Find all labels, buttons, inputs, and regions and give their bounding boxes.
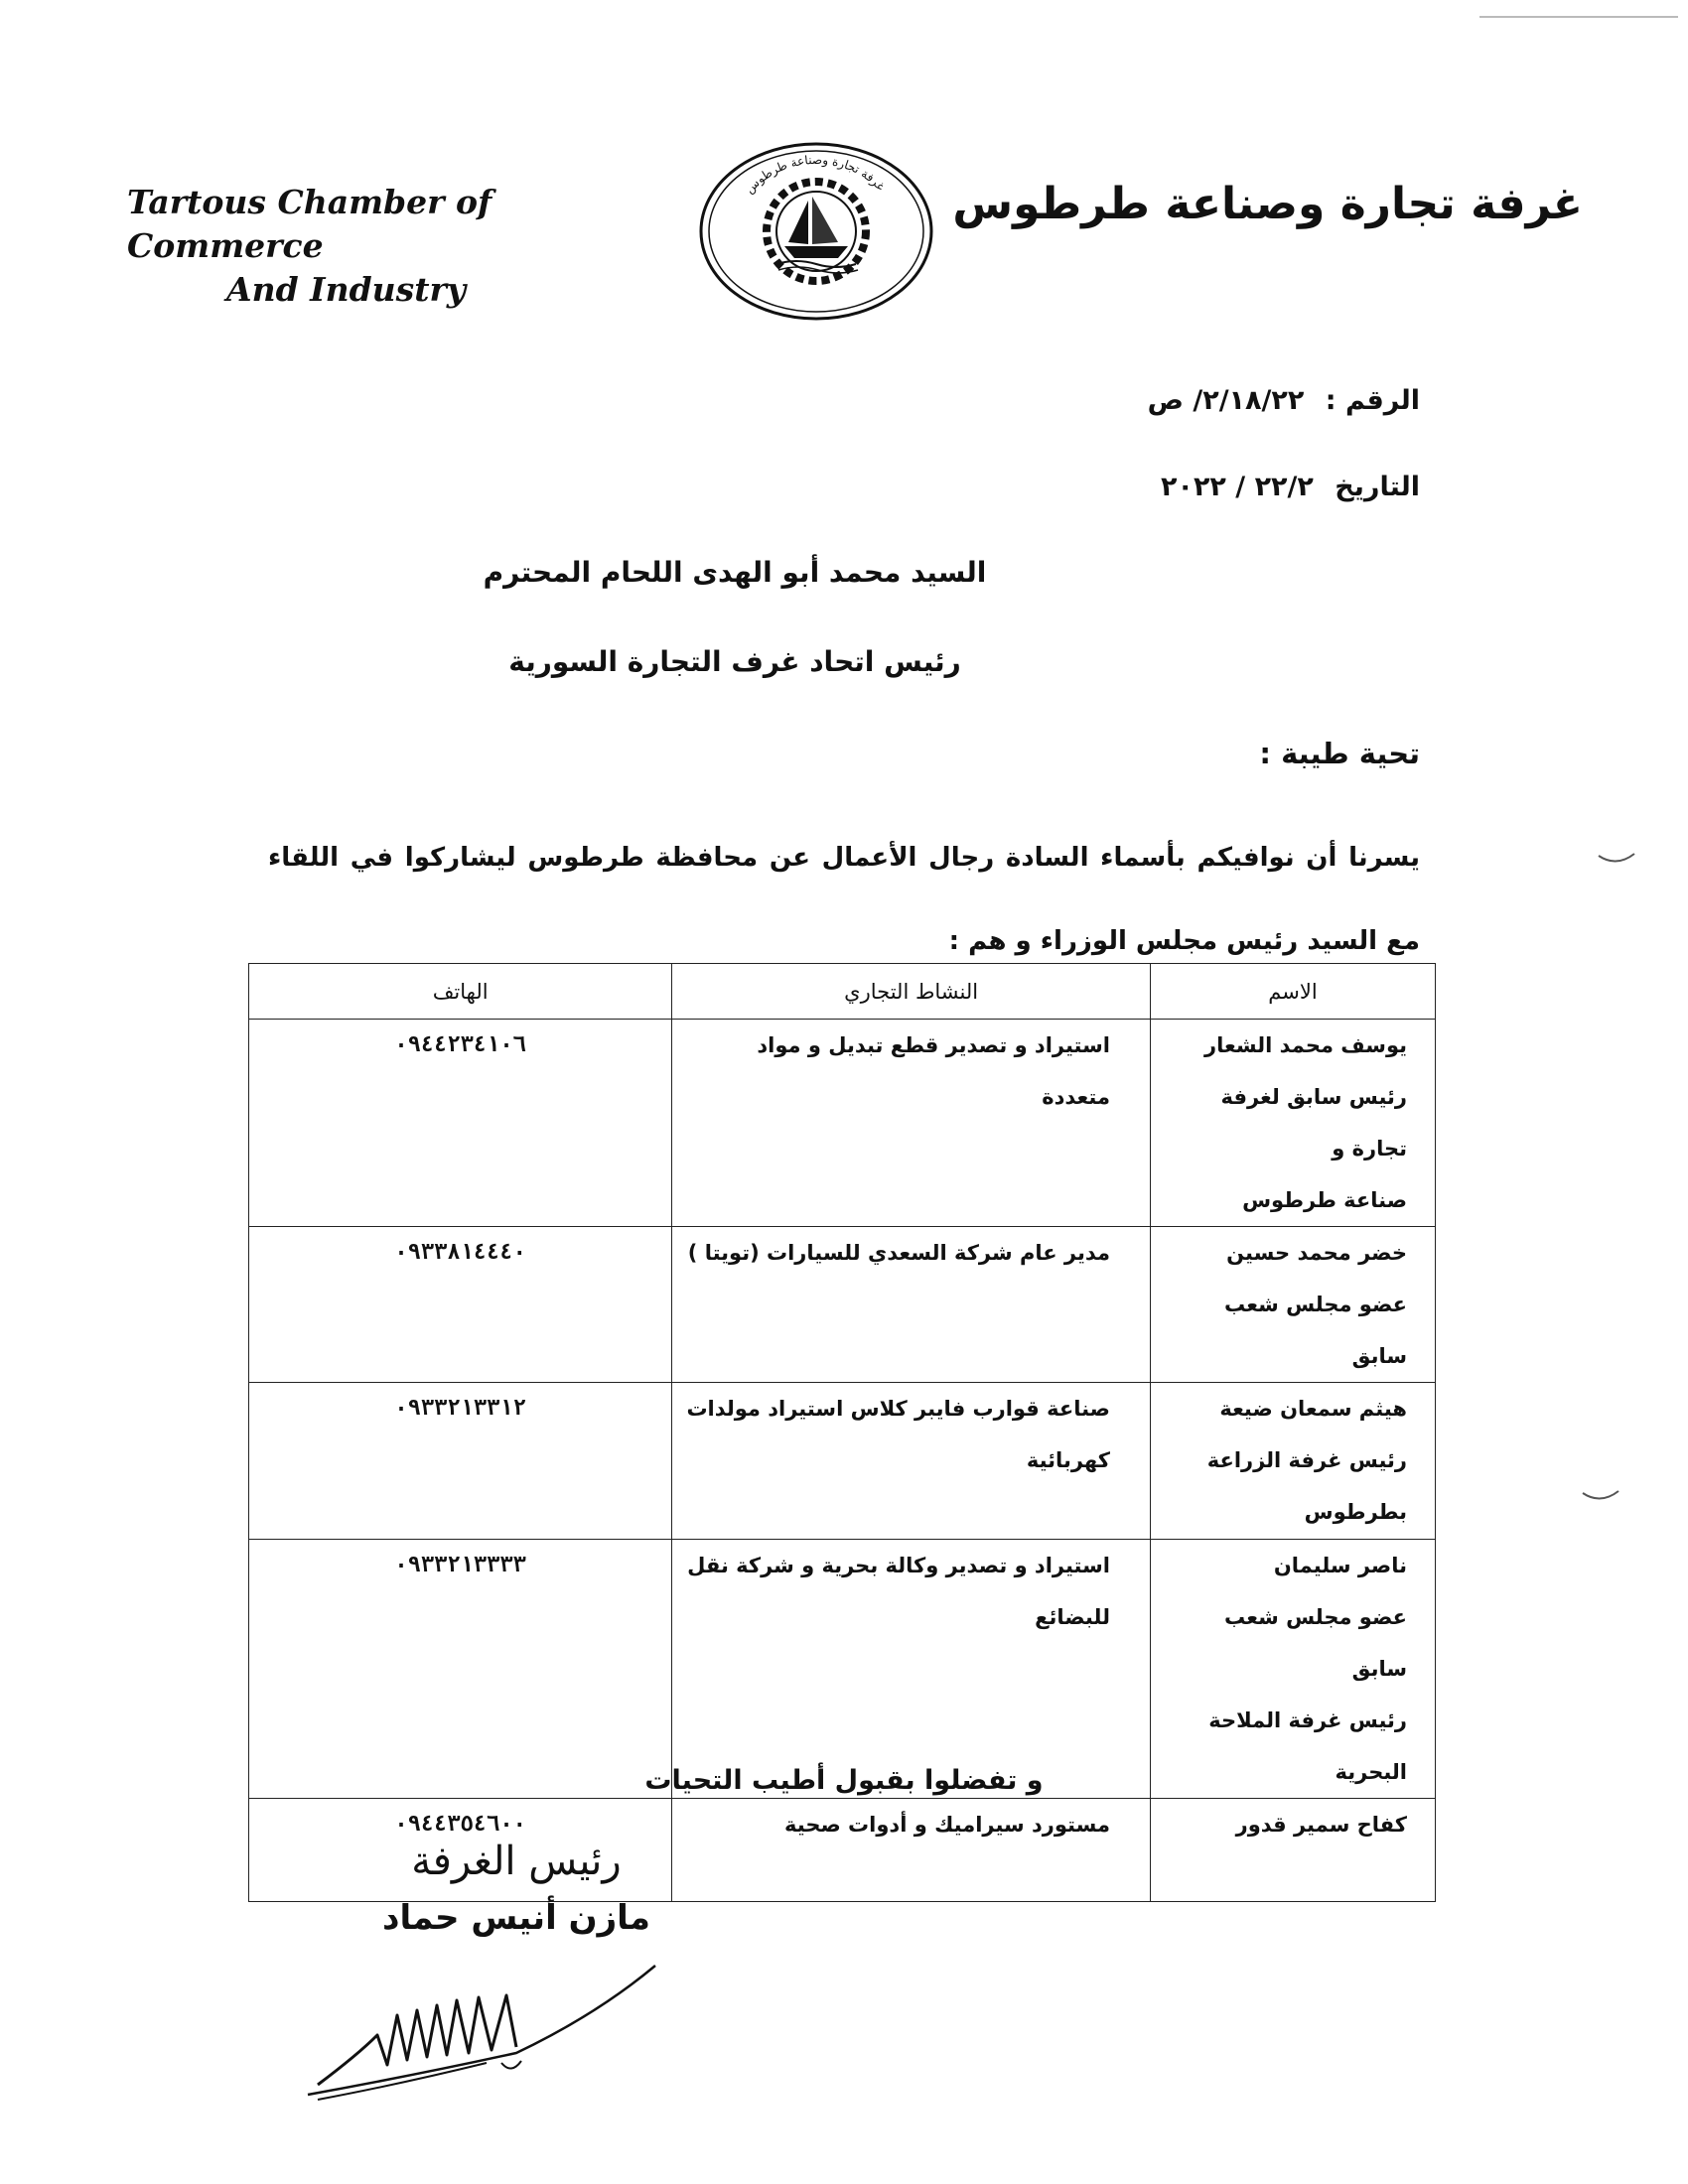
row-name-line: رئيس سابق لغرفة تجارة و — [1220, 1085, 1407, 1160]
header-name: الاسم — [1150, 964, 1435, 1020]
row-name-cell — [1150, 1540, 1435, 1799]
reference-date-label: التاريخ — [1335, 472, 1420, 502]
english-letterhead-line1: Tartous Chamber of Commerce — [127, 183, 492, 265]
row-name-line: ناصر سليمان — [1273, 1554, 1407, 1577]
row-name-line: عضو مجلس شعب سابق — [1224, 1605, 1407, 1681]
reference-number-label: الرقم : — [1325, 385, 1420, 416]
row-phone: ٠٩٤٤٢٣٤١٠٦ — [249, 1020, 672, 1227]
row-name-cell — [1150, 1020, 1435, 1227]
row-name-line: عضو مجلس شعب سابق — [1224, 1293, 1407, 1368]
participants-table — [248, 963, 1436, 1902]
row-name-line: بطرطوس — [1304, 1500, 1407, 1524]
table-row — [249, 1383, 1436, 1540]
table-row — [249, 1020, 1436, 1227]
logo-arabic-text: غرفة تجارة وصناعة طرطوس — [742, 152, 888, 197]
row-phone: ٠٩٣٣٢١٣٣٣٣ — [249, 1540, 672, 1799]
header-activity: النشاط التجاري — [672, 964, 1151, 1020]
row-name-line: رئيس غرفة الزراعة — [1206, 1448, 1407, 1472]
row-name-line: صناعة طرطوس — [1242, 1188, 1407, 1212]
row-name-line: كفاح سمير قدور — [1235, 1813, 1407, 1837]
signatory-name: مازن أنيس حماد — [382, 1898, 650, 1938]
row-name-cell — [1150, 1227, 1435, 1383]
row-name-cell — [1150, 1383, 1435, 1540]
row-activity: مدير عام شركة السعدي للسيارات (تويتا ) — [672, 1227, 1151, 1383]
row-phone: ٠٩٣٣٨١٤٤٤٠ — [249, 1227, 672, 1383]
row-activity: استيراد و تصدير وكالة بحرية و شركة نقل للبضائع — [672, 1540, 1151, 1799]
body-paragraph: يسرنا أن نوافيكم بأسماء السادة رجال الأعمال عن محافظة طرطوس ليشاركوا في اللقاء مع السيد رئيس مجلس الوزراء و هم : — [268, 843, 1420, 956]
reference-date-value: ٢٢/٢ / ٢٠٢٢ — [1160, 472, 1314, 502]
row-activity: مستورد سيراميك و أدوات صحية — [672, 1799, 1151, 1902]
row-phone: ٠٩٣٣٢١٣٣١٢ — [249, 1383, 672, 1540]
reference-number-value: ٢/١٨/٢٢/ ص — [1147, 385, 1305, 416]
row-activity: صناعة قوارب فايبر كلاس استيراد مولدات كهربائية — [672, 1383, 1151, 1540]
table-row — [249, 1540, 1436, 1799]
margin-mark — [1597, 852, 1636, 868]
addressee-title: رئيس اتحاد غرف التجارة السورية — [508, 645, 961, 678]
addressee: السيد محمد أبو الهدى اللحام المحترم — [483, 556, 987, 589]
row-name-cell — [1150, 1799, 1435, 1902]
row-name-line: رئيس غرفة الملاحة — [1208, 1708, 1407, 1732]
row-phone: ٠٩٤٤٣٥٤٦٠٠ — [249, 1799, 672, 1902]
english-letterhead — [127, 181, 663, 312]
signatory-title: رئيس الغرفة — [411, 1839, 622, 1884]
greeting: تحية طيبة : — [1259, 737, 1420, 770]
row-name-line: يوسف محمد الشعار — [1204, 1033, 1407, 1057]
top-rule — [1479, 16, 1678, 18]
chamber-logo — [697, 139, 935, 324]
row-name-line: خضر محمد حسين — [1226, 1241, 1407, 1265]
row-activity: استيراد و تصدير قطع تبديل و مواد متعددة — [672, 1020, 1151, 1227]
table-row — [249, 1227, 1436, 1383]
margin-mark — [1581, 1489, 1620, 1505]
english-letterhead-line2: And Industry — [226, 270, 467, 309]
row-name-line: البحرية — [1335, 1760, 1407, 1784]
handwritten-signature — [298, 1936, 675, 2124]
reference-date — [1161, 472, 1420, 502]
reference-number — [1148, 385, 1420, 416]
table-header-row — [249, 964, 1436, 1020]
arabic-letterhead: غرفة تجارة وصناعة طرطوس — [952, 179, 1583, 229]
row-name-line: هيثم سمعان ضيعة — [1219, 1397, 1407, 1421]
closing-line: و تفضلوا بقبول أطيب التحيات — [644, 1765, 1044, 1796]
header-phone: الهاتف — [249, 964, 672, 1020]
